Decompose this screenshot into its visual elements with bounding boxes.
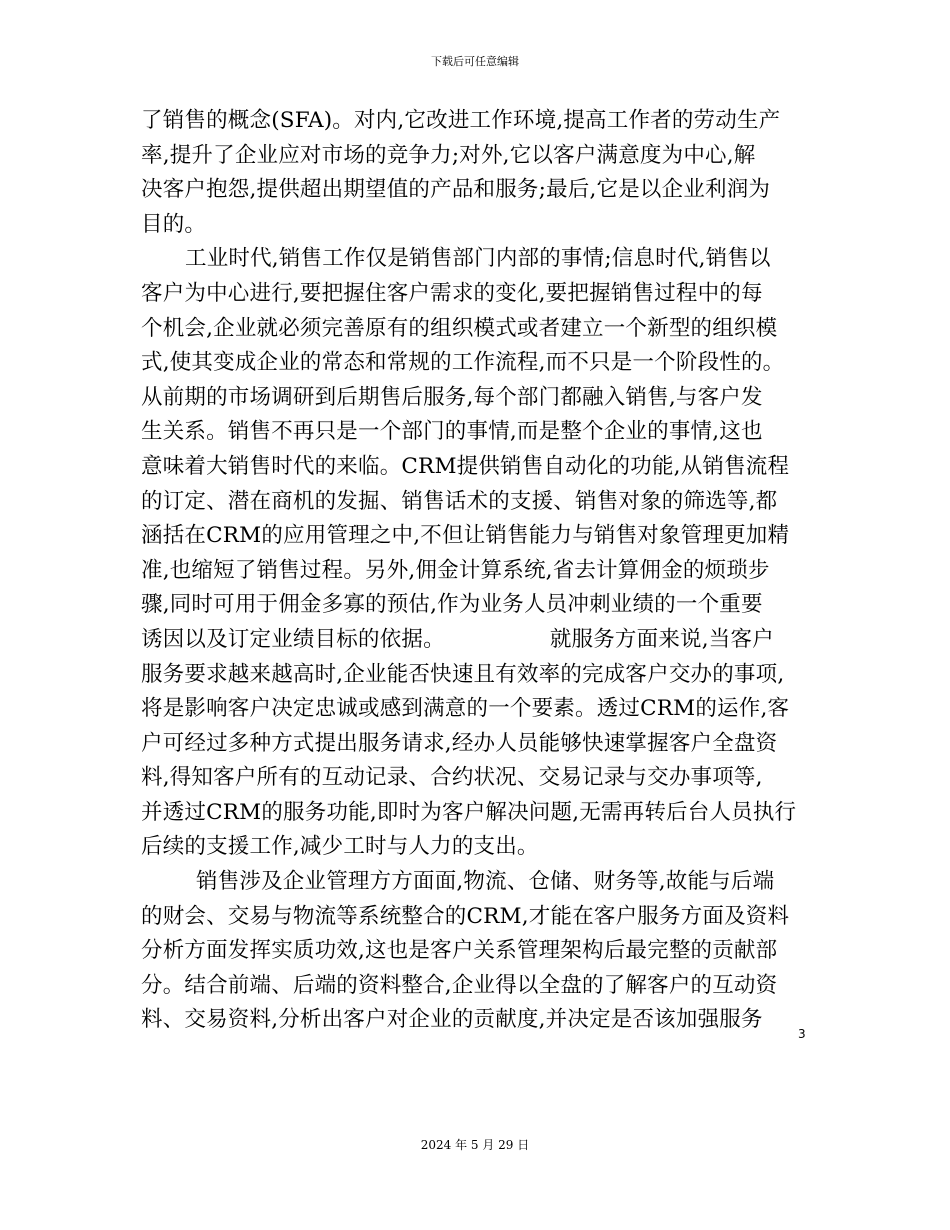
page-footer-date: 2024 年 5 月 29 日 bbox=[420, 1138, 530, 1152]
document-body bbox=[141, 104, 811, 1038]
paragraph-start-line: 销售涉及企业管理方方面面,物流、仓储、财务等,故能与后端 bbox=[196, 869, 775, 895]
text-segment: 诱因以及订定业绩目标的依据。 bbox=[141, 626, 445, 652]
text-line: 料、交易资料,分析出客户对企业的贡献度,并决定是否该加强服务 bbox=[141, 1007, 763, 1033]
text-line: 后续的支援工作,减少工时与人力的支出。 bbox=[141, 834, 539, 860]
text-line: 料,得知客户所有的互动记录、合约状况、交易记录与交办事项等, bbox=[141, 765, 763, 791]
text-line: 率,提升了企业应对市场的竞争力;对外,它以客户满意度为中心,解 bbox=[141, 142, 756, 168]
text-line: 准,也缩短了销售过程。另外,佣金计算系统,省去计算佣金的烦琐步 bbox=[141, 557, 770, 583]
text-line: 生关系。销售不再只是一个部门的事情,而是整个企业的事情,这也 bbox=[141, 419, 763, 445]
text-line: 决客户抱怨,提供超出期望值的产品和服务;最后,它是以企业利润为 bbox=[141, 177, 771, 203]
text-line: 客户为中心进行,要把握住客户需求的变化,要把握销售过程中的每 bbox=[141, 280, 763, 306]
text-line: 个机会,企业就必须完善原有的组织模式或者建立一个新型的组织模 bbox=[141, 315, 778, 341]
text-line: 分。结合前端、后端的资料整合,企业得以全盘的了解客户的互动资 bbox=[141, 972, 778, 998]
text-line: 意味着大销售时代的来临。CRM提供销售自动化的功能,从销售流程 bbox=[141, 453, 790, 479]
paragraph-start-line: 工业时代,销售工作仅是销售部门内部的事情;信息时代,销售以 bbox=[185, 246, 771, 272]
text-line: 的订定、潜在商机的发掘、销售话术的支援、销售对象的筛选等,都 bbox=[141, 488, 778, 514]
text-line: 户可经过多种方式提出服务请求,经办人员能够快速掌握客户全盘资 bbox=[141, 730, 778, 756]
page-header: 下载后可任意编辑 bbox=[431, 55, 519, 68]
text-line: 涵括在CRM的应用管理之中,不但让销售能力与销售对象管理更加精 bbox=[141, 523, 790, 549]
page-number: 3 bbox=[798, 1027, 806, 1041]
text-line: 服务要求越来越高时,企业能否快速且有效率的完成客户交办的事项, bbox=[141, 661, 785, 687]
text-line: 将是影响客户决定忠诚或感到满意的一个要素。透过CRM的运作,客 bbox=[141, 696, 790, 722]
text-line: 并透过CRM的服务功能,即时为客户解决问题,无需再转后台人员执行 bbox=[141, 799, 797, 825]
text-segment: 就服务方面来说,当客户 bbox=[549, 626, 774, 652]
text-line: 目的。 bbox=[141, 211, 207, 237]
text-line: 从前期的市场调研到后期售后服务,每个部门都融入销售,与客户发 bbox=[141, 384, 763, 410]
text-line: 式,使其变成企业的常态和常规的工作流程,而不只是一个阶段性的。 bbox=[141, 350, 785, 376]
text-line-with-gap bbox=[141, 623, 811, 658]
text-line: 分析方面发挥实质功效,这也是客户关系管理架构后最完整的贡献部 bbox=[141, 938, 778, 964]
text-line: 骤,同时可用于佣金多寡的预估,作为业务人员冲刺业绩的一个重要 bbox=[141, 592, 763, 618]
text-line: 的财会、交易与物流等系统整合的CRM,才能在客户服务方面及资料 bbox=[141, 903, 790, 929]
text-line: 了销售的概念(SFA)。对内,它改进工作环境,提高工作者的劳动生产 bbox=[141, 108, 781, 133]
